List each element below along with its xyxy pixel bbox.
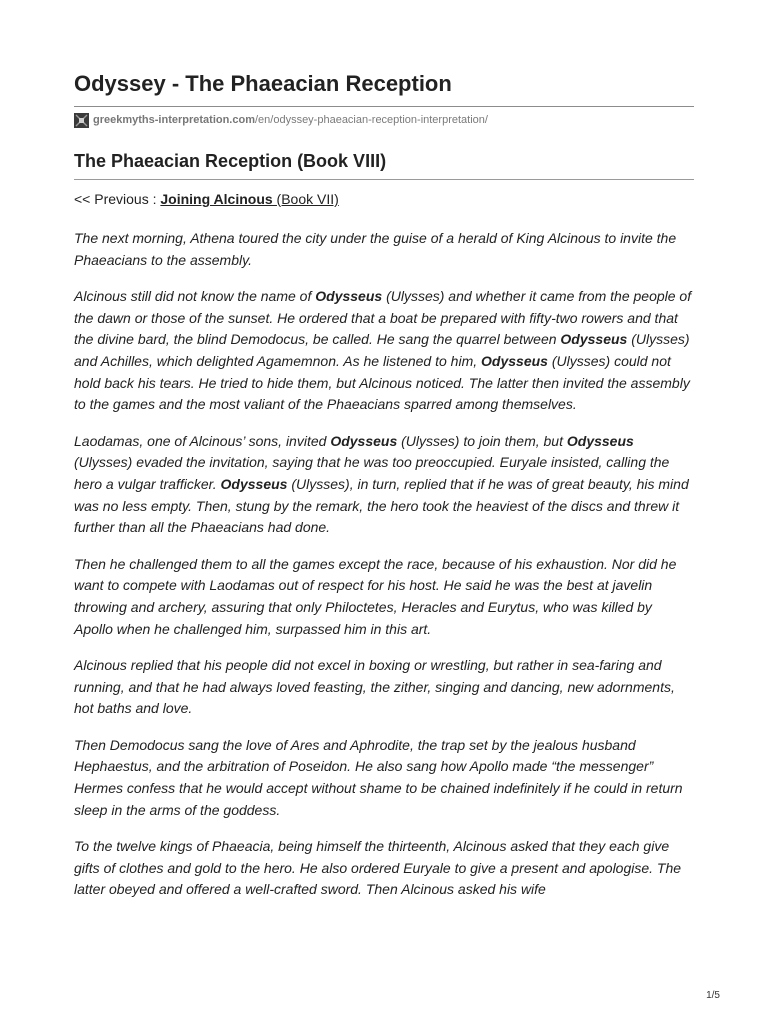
previous-book-link[interactable]: (Book VII): [276, 191, 339, 207]
site-logo-icon: [74, 113, 89, 128]
emphasis-name: Odysseus: [315, 288, 383, 305]
body-paragraph: Laodamas, one of Alcinous’ sons, invited Odysseus (Ulysses) to join them, but Odysseus (Ulysses) evaded the invitation, saying that he was too preoccupied. Euryale insisted, calling the hero a vulgar trafficker. Odysseus (Ulysses), in turn, replied that if he was of great beauty, his mind was no less empty. Then, stung by the remark, the hero took the heaviest of the discs and threw it further than all the Phaeacians had done.: [74, 432, 689, 536]
body-text: [74, 228, 694, 901]
body-paragraph: Then he challenged them to all the games except the race, because of his exhaustion. Nor did he want to compete with Laodamas out of respect for his host. He said he was the best at javelin throwing and archery, assuring that only Philoctetes, Heracles and Eurytus, who was killed by Apollo when he challenged him, surpassed him in this art.: [74, 555, 677, 637]
emphasis-name: Odysseus: [330, 432, 398, 449]
page-title: Odyssey - The Phaeacian Reception: [74, 71, 452, 96]
page-indicator: 1/5: [706, 990, 720, 1001]
source-domain[interactable]: greekmyths-interpretation.com: [93, 114, 255, 126]
body-paragraph: Alcinous replied that his people did not excel in boxing or wrestling, but rather in sea-faring and running, and that he had always loved feasting, the zither, singing and dancing, new adornments, hot baths and love.: [74, 657, 675, 717]
previous-link[interactable]: Joining Alcinous: [160, 191, 277, 207]
source-line: [74, 113, 694, 127]
previous-prefix: << Previous :: [74, 191, 161, 207]
section-divider: [74, 179, 694, 180]
previous-nav: [74, 190, 694, 208]
section-title: The Phaeacian Reception (Book VIII): [74, 151, 387, 171]
source-path[interactable]: /en/odyssey-phaeacian-reception-interpretation/: [254, 114, 488, 126]
emphasis-name: Odysseus: [566, 432, 634, 449]
emphasis-name: Odysseus: [560, 331, 628, 348]
body-paragraph: Alcinous still did not know the name of Odysseus (Ulysses) and whether it came from the people of the dawn or those of the sunset. He ordered that a boat be prepared with fifty-two rowers and that the divine bard, the blind Demodocus, be called. He sang the quarrel between Odysseus (Ulysses) and Achilles, which delighted Agamemnon. As he listened to him, Odysseus (Ulysses) could not hold back his tears. He tried to hide them, but Alcinous noticed. The latter then invited the assembly to the games and the most valiant of the Phaeacians sparred among themselves.: [74, 288, 692, 413]
title-divider: [74, 106, 694, 107]
body-paragraph: The next morning, Athena toured the city under the guise of a herald of King Alcinous to invite the Phaeacians to the assembly.: [74, 230, 677, 268]
emphasis-name: Odysseus: [481, 352, 548, 369]
document-page: [74, 70, 694, 916]
body-paragraph: Then Demodocus sang the love of Ares and Aphrodite, the trap set by the jealous husband Hephaestus, and the arbitration of Poseidon. He also sang how Apollo made “the messenger” Hermes confess that he would accept without shame to be chained indefinitely if he could in return sleep in the arms of the goddess.: [74, 736, 683, 818]
body-paragraph: To the twelve kings of Phaeacia, being himself the thirteenth, Alcinous asked that they each give gifts of clothes and gold to the hero. He also ordered Euryale to give a present and apologise. The latter obeyed and offered a well-crafted sword. Then Alcinous asked his wife: [74, 838, 682, 898]
emphasis-name: Odysseus: [220, 475, 288, 492]
